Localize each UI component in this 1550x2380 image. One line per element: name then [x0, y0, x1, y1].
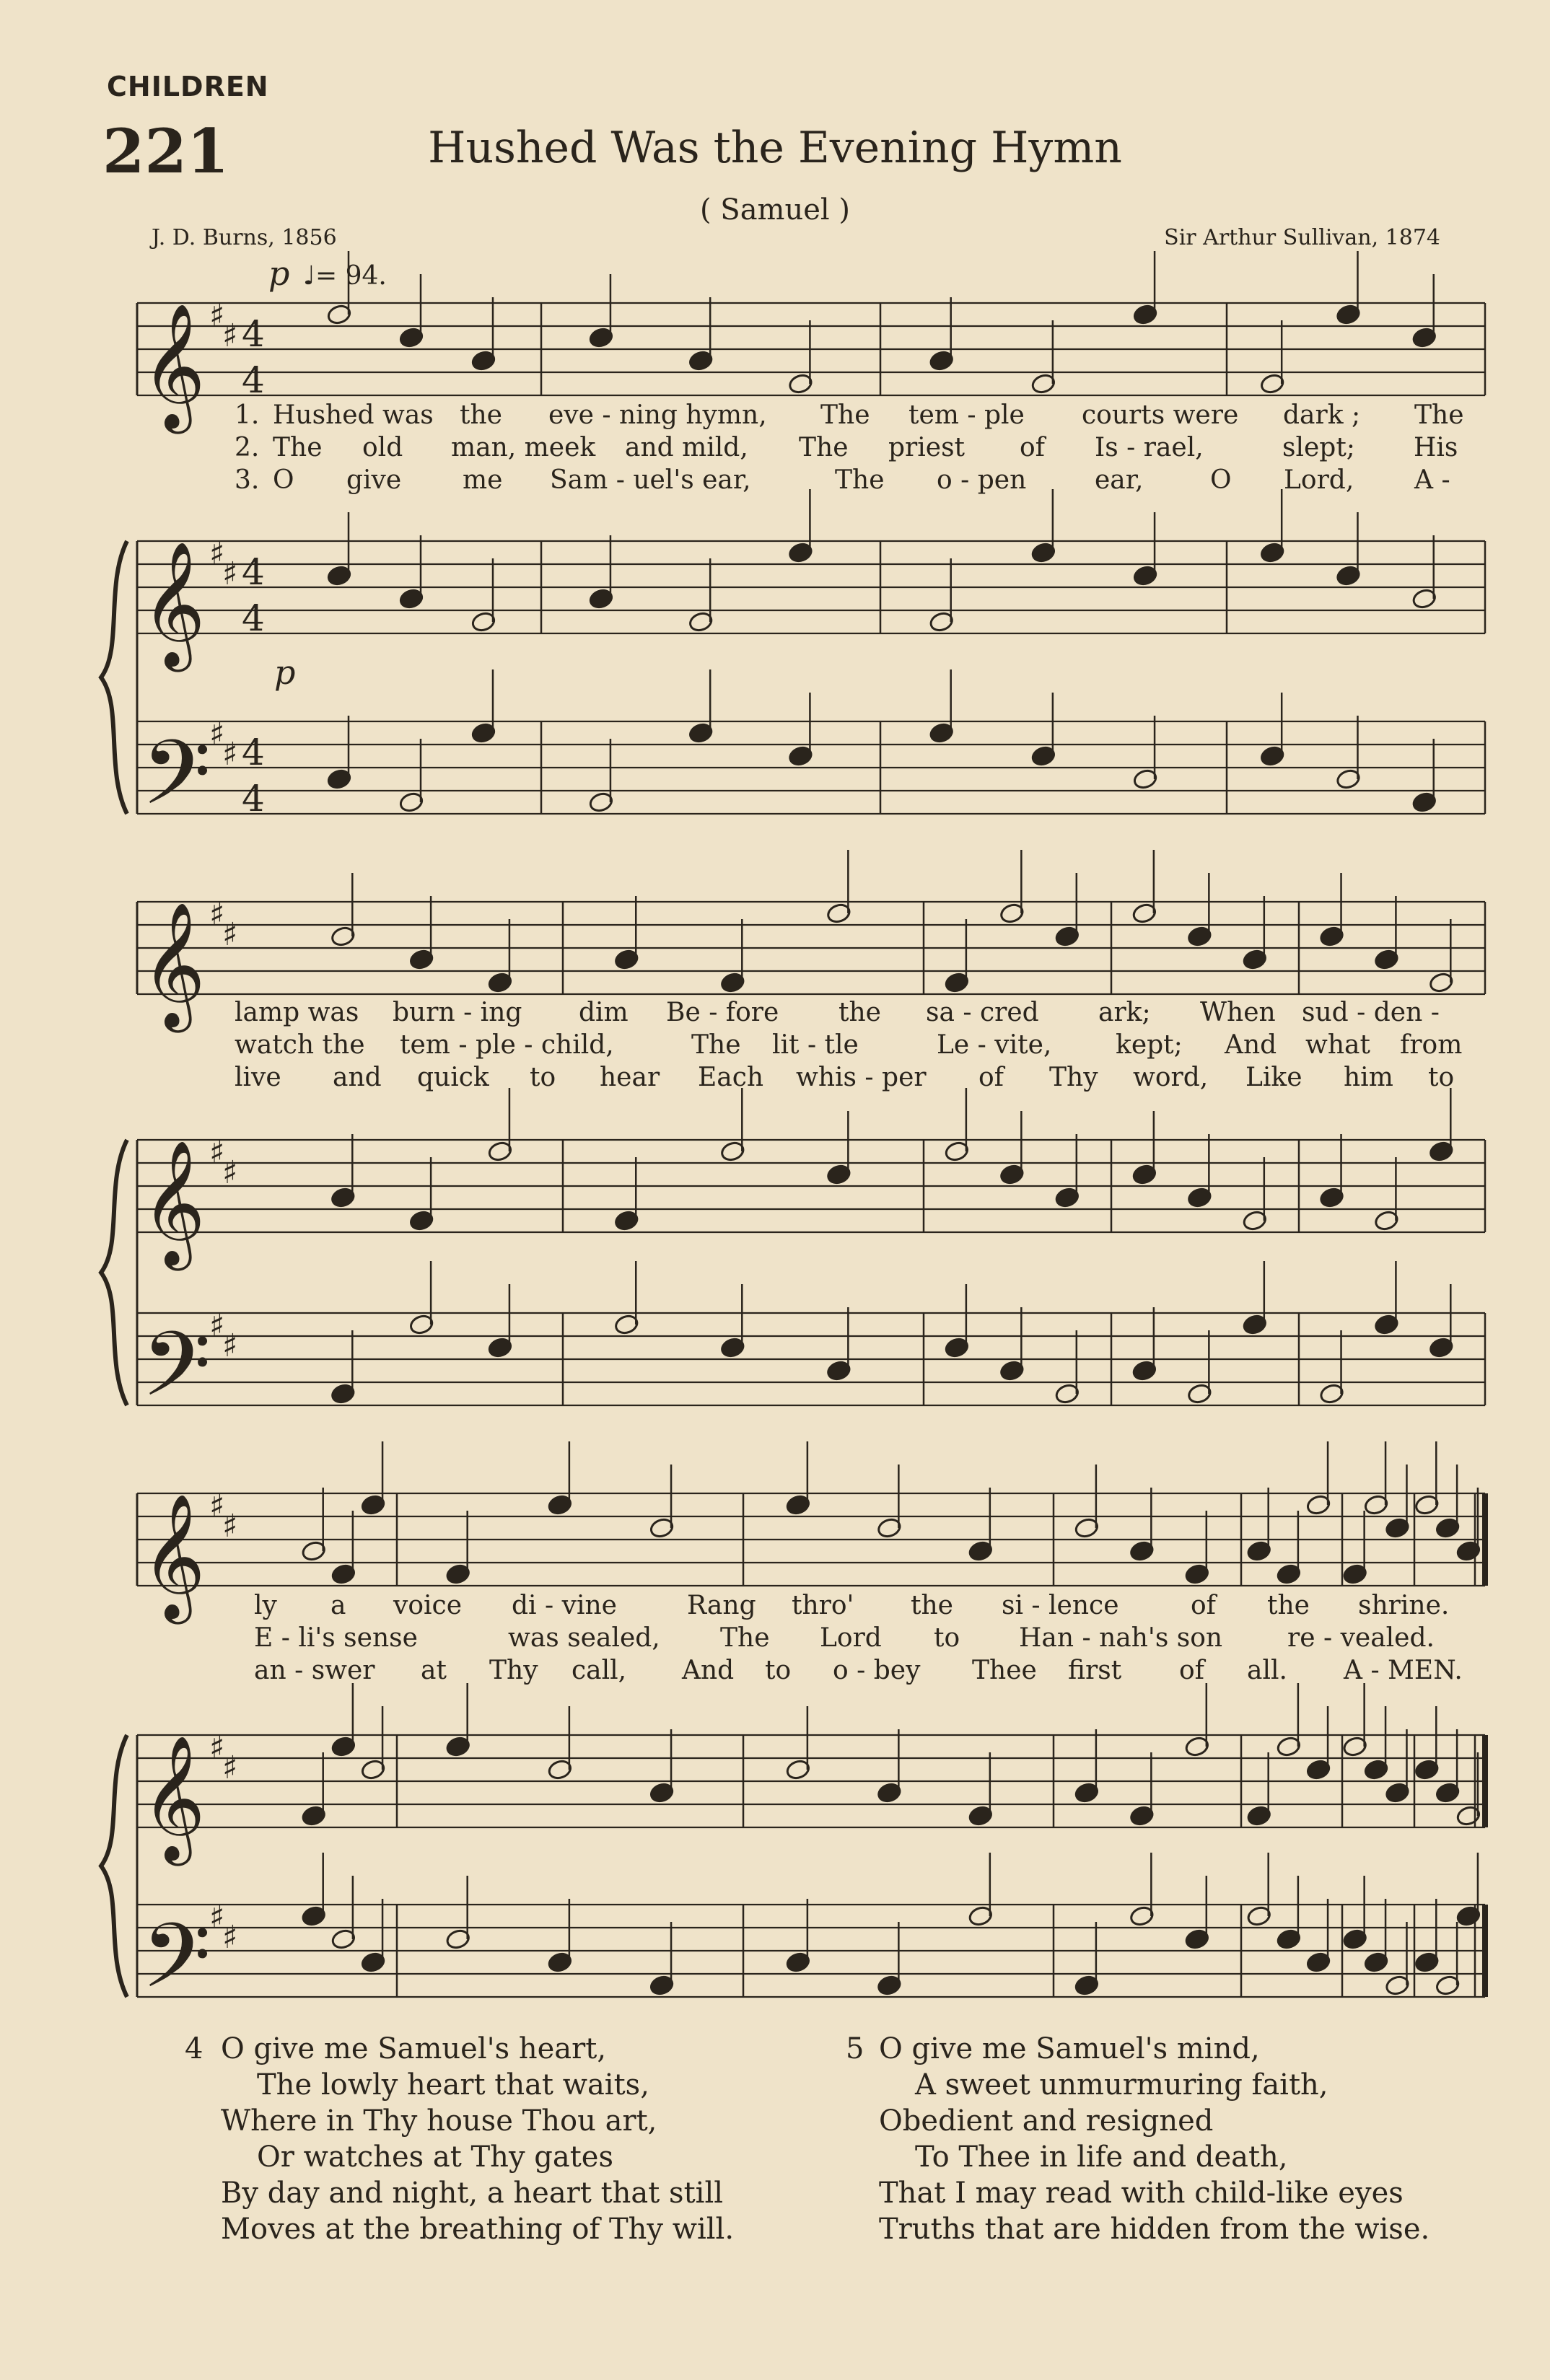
lyric-syllable: call, [572, 1656, 627, 1685]
verse-5 [846, 2031, 1429, 2247]
treble-clef: 𝄞 [141, 902, 206, 1027]
verse-line: Or watches at Thy gates [257, 2140, 613, 2174]
lyric-syllable: of [1020, 433, 1045, 462]
lyric-syllable: an - swer [254, 1656, 375, 1685]
lyric-syllable: and mild, [625, 433, 748, 462]
lyric-syllable: ear, [1095, 465, 1144, 495]
verse-number: 5 [846, 2032, 864, 2065]
lyric-syllable: kept; [1116, 1030, 1183, 1060]
tempo-marking: ♩= 94. [303, 261, 387, 291]
treble-clef: 𝄞 [141, 1493, 206, 1619]
grand-staff-brace [101, 541, 127, 814]
key-signature-sharp: ♯ [222, 1508, 238, 1545]
lyric-syllable: E - li's sense [254, 1623, 418, 1653]
lyric-syllable: The [835, 465, 885, 495]
lyric-syllable: the [1267, 1591, 1310, 1620]
lyric-syllable: watch the [235, 1030, 365, 1060]
lyric-syllable: si - lence [1002, 1591, 1119, 1620]
lyric-syllable: Like [1245, 1063, 1302, 1092]
lyric-line [0, 1030, 1550, 1062]
lyric-syllable: slept; [1282, 433, 1355, 462]
lyric-syllable: The [799, 433, 849, 462]
lyric-syllable: sud - den - [1302, 998, 1440, 1027]
tune-name: ( Samuel ) [699, 193, 851, 227]
key-signature-sharp: ♯ [209, 1307, 225, 1344]
key-signature-sharp: ♯ [209, 535, 225, 572]
lyric-syllable: Rang [687, 1591, 756, 1620]
lyric-syllable: live [235, 1063, 281, 1092]
lyric-syllable: a [330, 1591, 346, 1620]
lyric-syllable: When [1200, 998, 1276, 1027]
lyric-syllable: old [362, 433, 403, 462]
verse-4 [185, 2031, 734, 2247]
dynamic-marking-top: p [268, 254, 290, 293]
lyric-syllable: Be - fore [666, 998, 779, 1027]
lyric-syllable: o - bey [833, 1656, 921, 1685]
key-signature-sharp: ♯ [222, 1919, 238, 1956]
lyric-line [0, 1623, 1550, 1655]
key-signature-sharp: ♯ [209, 297, 225, 334]
lyric-syllable: ark; [1098, 998, 1151, 1027]
verse-line: Truths that are hidden from the wise. [879, 2213, 1430, 2246]
lyric-syllable: whis - per [796, 1063, 927, 1092]
lyric-syllable: was sealed, [508, 1623, 660, 1653]
lyric-syllable: priest [888, 433, 966, 462]
lyric-syllable: to [765, 1656, 792, 1685]
lyric-syllable: tem - ple - child, [400, 1030, 614, 1060]
lyric-syllable: dark ; [1283, 400, 1361, 430]
lyric-syllable: lamp was [235, 998, 359, 1027]
lyric-syllable: me [463, 465, 503, 495]
key-signature-sharp: ♯ [209, 716, 225, 752]
lyric-syllable: and [333, 1063, 382, 1092]
key-signature-sharp: ♯ [222, 1327, 238, 1364]
lyric-line [0, 465, 1550, 497]
key-signature-sharp: ♯ [222, 736, 238, 773]
lyric-syllable: of [978, 1063, 1004, 1092]
lyric-syllable: of [1179, 1656, 1204, 1685]
key-signature-sharp: ♯ [209, 896, 225, 933]
treble-clef: 𝄞 [141, 1140, 206, 1265]
lyric-syllable: A - [1414, 465, 1450, 495]
lyric-line [0, 1063, 1550, 1094]
stanza-number: 2. [235, 433, 260, 462]
verse-line: To Thee in life and death, [915, 2140, 1288, 2174]
key-signature-sharp: ♯ [209, 1729, 225, 1766]
lyric-syllable: him [1344, 1063, 1393, 1092]
hymn-number: 221 [102, 115, 229, 187]
key-signature-sharp: ♯ [222, 1154, 238, 1191]
lyric-syllable: The [820, 400, 870, 430]
lyric-syllable: man, meek [451, 433, 596, 462]
lyric-syllable: lit - tle [772, 1030, 859, 1060]
lyric-syllable: first [1068, 1656, 1122, 1685]
treble-clef: 𝄞 [141, 1735, 206, 1861]
bass-clef: 𝄢 [141, 1313, 211, 1439]
verse-line: That I may read with child-like eyes [879, 2177, 1404, 2210]
time-signature: 4 [242, 597, 265, 639]
lyric-syllable: eve - ning hymn, [548, 400, 767, 430]
words-credit: J. D. Burns, 1856 [152, 225, 337, 250]
lyric-syllable: Le - vite, [937, 1030, 1052, 1060]
lyric-syllable: at [421, 1656, 447, 1685]
key-signature-sharp: ♯ [209, 1488, 225, 1524]
lyric-syllable: burn - ing [393, 998, 522, 1027]
time-signature: 4 [242, 359, 265, 401]
time-signature: 4 [242, 732, 265, 773]
lyric-syllable: quick [417, 1063, 489, 1092]
verse-line: By day and night, a heart that still [221, 2177, 724, 2210]
key-signature-sharp: ♯ [209, 1134, 225, 1171]
bass-clef: 𝄢 [141, 721, 211, 847]
lyric-syllable: to [530, 1063, 556, 1092]
lyric-syllable: O [1210, 465, 1232, 495]
lyric-syllable: of [1191, 1591, 1216, 1620]
time-signature: 4 [242, 313, 265, 355]
stanza-number: 3. [235, 465, 260, 495]
hymn-title: Hushed Was the Evening Hymn [428, 123, 1122, 173]
time-signature: 4 [242, 778, 265, 820]
lyric-syllable: tem - ple [908, 400, 1025, 430]
lyric-syllable: shrine. [1358, 1591, 1450, 1620]
lyric-syllable: O [273, 465, 294, 495]
lyric-syllable: Hushed was [273, 400, 434, 430]
lyric-syllable: give [346, 465, 402, 495]
lyric-syllable: A - MEN. [1344, 1656, 1463, 1685]
lyric-line [0, 433, 1550, 465]
lyric-syllable: the [911, 1591, 953, 1620]
lyric-syllable: from [1400, 1030, 1463, 1060]
music-credit: Sir Arthur Sullivan, 1874 [1164, 225, 1440, 250]
lyric-line [0, 400, 1550, 432]
lyric-syllable: Thy [489, 1656, 538, 1685]
lyric-syllable: word, [1133, 1063, 1209, 1092]
lyric-syllable: to [1428, 1063, 1455, 1092]
lyric-syllable: voice [393, 1591, 462, 1620]
lyric-syllable: Sam - uel's ear, [550, 465, 751, 495]
verse-line: O give me Samuel's heart, [221, 2032, 607, 2065]
treble-clef: 𝄞 [141, 303, 206, 429]
key-signature-sharp: ♯ [222, 556, 238, 592]
lyric-line [0, 998, 1550, 1029]
lyric-syllable: what [1305, 1030, 1370, 1060]
key-signature-sharp: ♯ [222, 1749, 238, 1786]
key-signature-sharp: ♯ [209, 1899, 225, 1936]
grand-staff-brace [101, 1140, 127, 1405]
lyric-syllable: courts were [1082, 400, 1239, 430]
lyric-syllable: Lord, [1284, 465, 1354, 495]
verse-line: O give me Samuel's mind, [879, 2032, 1260, 2065]
grand-staff-brace [101, 1735, 127, 1997]
lyric-syllable: The [691, 1030, 741, 1060]
lyric-syllable: The [720, 1623, 770, 1653]
lyric-syllable: all. [1247, 1656, 1287, 1685]
lyric-line [0, 1591, 1550, 1622]
lyric-syllable: dim [579, 998, 629, 1027]
lyric-syllable: sa - cred [926, 998, 1039, 1027]
dynamic-marking-lower: p [274, 653, 296, 692]
verse-line: Where in Thy house Thou art, [221, 2104, 657, 2138]
key-signature-sharp: ♯ [222, 916, 238, 953]
lyric-syllable: thro' [792, 1591, 854, 1620]
bass-clef: 𝄢 [141, 1905, 211, 2030]
lyric-line [0, 1656, 1550, 1687]
lyric-syllable: ly [254, 1591, 277, 1620]
lyric-syllable: The [273, 433, 323, 462]
lyric-syllable: Is - rael, [1095, 433, 1204, 462]
lyric-syllable: to [934, 1623, 960, 1653]
lyric-syllable: o - pen [937, 465, 1027, 495]
key-signature-sharp: ♯ [222, 317, 238, 354]
verse-line: A sweet unmurmuring faith, [915, 2068, 1328, 2102]
lyric-syllable: re - vealed. [1287, 1623, 1435, 1653]
verse-line: The lowly heart that waits, [257, 2068, 649, 2102]
lyric-syllable: And [682, 1656, 735, 1685]
time-signature: 4 [242, 551, 265, 593]
lyric-syllable: the [839, 998, 881, 1027]
verse-number: 4 [185, 2032, 203, 2065]
lyric-syllable: Thee [972, 1656, 1037, 1685]
lyric-syllable: hear [600, 1063, 660, 1092]
lyric-syllable: Han - nah's son [1019, 1623, 1223, 1653]
lyric-syllable: the [460, 400, 502, 430]
section-label: CHILDREN [107, 71, 269, 102]
treble-clef: 𝄞 [141, 541, 206, 667]
lyric-syllable: di - vine [512, 1591, 617, 1620]
verse-line: Obedient and resigned [879, 2104, 1214, 2138]
lyric-syllable: And [1225, 1030, 1277, 1060]
lyric-syllable: The [1414, 400, 1464, 430]
verse-line: Moves at the breathing of Thy will. [221, 2213, 735, 2246]
lyric-syllable: His [1414, 433, 1458, 462]
lyric-syllable: Lord [820, 1623, 882, 1653]
stanza-number: 1. [235, 400, 260, 430]
lyric-syllable: Thy [1049, 1063, 1098, 1092]
lyric-syllable: Each [698, 1063, 764, 1092]
